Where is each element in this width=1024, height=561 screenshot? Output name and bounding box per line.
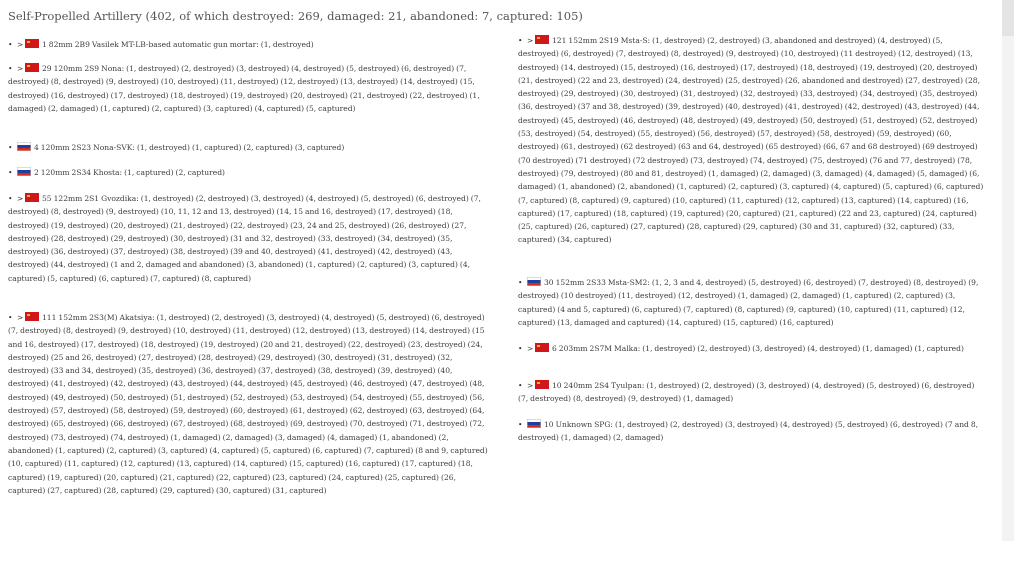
bullet: • (518, 381, 523, 390)
list-item (518, 34, 984, 247)
bullet: • (8, 168, 13, 177)
equipment-entry: 10 Unknown SPG: (1, destroyed) (2, destroyed) (3, destroyed) (4, destroyed) (5, destroyed) (6, destroyed) (7 and 8, destroyed) (1, damaged) (2, damaged) (518, 420, 979, 443)
bullet: • (8, 313, 13, 322)
list-item (8, 192, 488, 285)
list-item (8, 166, 488, 179)
scrollbar-thumb[interactable] (1002, 0, 1014, 36)
bullet: • (8, 64, 13, 73)
list-item (518, 276, 984, 329)
bullet: • (8, 143, 13, 152)
ussr-flag-icon (535, 343, 549, 352)
equipment-entry: 29 120mm 2S9 Nona: (1, destroyed) (2, destroyed) (3, destroyed) (4, destroyed) (5, destroyed) (6, destroyed) (7, destroyed) (8, destroyed) (9, destroyed) (10, destroyed) (11, destroyed) (12, destroyed) (13, destroyed) (14, destroyed) (15, destroyed) (16, destroyed) (17, destroyed) (18, destroyed) (19, destroyed) (20, destroyed) (21, destroyed) (22, destroyed) (1, damaged) (2, damaged) (1, captured) (2, captured) (3, captured) (4, captured) (5, captured) (8, 64, 480, 113)
bullet: • (518, 36, 523, 45)
bullet: • (8, 194, 13, 203)
equipment-entry: 6 203mm 2S7M Malka: (1, destroyed) (2, destroyed) (3, destroyed) (4, destroyed) (1, damaged) (1, captured) (552, 344, 964, 353)
equipment-entry: 111 152mm 2S3(M) Akatsiya: (1, destroyed) (2, destroyed) (3, destroyed) (4, destroyed) (5, destroyed) (6, destroyed) (7, destroyed) (8, destroyed) (9, destroyed) (10, destroyed) (11, destroyed) (12, destroyed) (13, destroyed) (14, destroyed) (15 and 16, destroyed) (17, destroyed) (18, destroyed) (19, destroyed) (20 and 21, destroyed) (22, destroyed) (23, destroyed) (24, destroyed) (25 and 26, destroyed) (27, destroyed) (28, destroyed) (29, destroyed) (30, destroyed) (31, destroyed) (32, destroyed) (33 and 34, destroyed) (35, destroyed) (36, destroyed) (37, destroyed) (38, destroyed) (39, destroyed) (40, destroyed) (41, destroyed) (42, destroyed) (43, destroyed) (44, destroyed) (45, destroyed) (46, destroyed) (47, destroyed) (48, destroyed) (49, destroyed) (50, destroyed) (51, destroyed) (52, destroyed) (53, destroyed) (54, destroyed) (55, destroyed) (56, destroyed) (57, destroyed) (58, destroyed) (59, destroyed) (60, destroyed) (61, destroyed) (62, destroyed) (63, destroyed) (64, destroyed) (65, destroyed) (66, destroyed) (67, destroyed) (68, destroyed) (69, destroyed) (70, destroyed) (71, destroyed) (72, destroyed) (73, destroyed) (74, destroyed) (1, damaged) (2, damaged) (3, damaged) (4, damaged) (1, abandoned) (2, abandoned) (1, captured) (2, captured) (3, captured) (4, captured) (5, captured) (6, captured) (7, captured) (8 and 9, captured) (10, captured) (11, captured) (12, captured) (13, captured) (14, captured) (15, captured) (16, captured) (17, captured) (18, captured) (19, captured) (20, captured) (21, captured) (22, captured) (23, captured) (24, captured) (25, captured) (26, captured) (27, captured) (28, captured) (29, captured) (30, captured) (31, captured) (8, 313, 488, 495)
expand-chevron-icon[interactable]: > (527, 381, 534, 390)
equipment-entry: 55 122mm 2S1 Gvozdika: (1, destroyed) (2, destroyed) (3, destroyed) (4, destroyed) (5, destroyed) (6, destroyed) (7, destroyed) (8, destroyed) (9, destroyed) (10, 11, 12 and 13, destroyed) (14, 15 and 16, destroyed) (17, destroyed) (18, destroyed) (19, destroyed) (20, destroyed) (21, destroyed) (22, destroyed) (23, 24 and 25, destroyed) (26, destroyed) (27, destroyed) (28, destroyed) (29, destroyed) (30, destroyed) (31 and 32, destroyed) (33, destroyed) (34, destroyed) (35, destroyed) (36, destroyed) (37, destroyed) (38, destroyed) (39 and 40, destroyed) (41, destroyed) (42, destroyed) (43, destroyed) (44, destroyed) (1 and 2, damaged and abandoned) (3, abandoned) (1, captured) (2, captured) (3, captured) (4, captured) (5, captured) (6, captured) (7, captured) (8, captured) (8, 194, 481, 283)
equipment-entry: 10 240mm 2S4 Tyulpan: (1, destroyed) (2, destroyed) (3, destroyed) (4, destroyed) (5, destroyed) (6, destroyed) (7, destroyed) (8, destroyed) (9, destroyed) (1, damaged) (518, 381, 975, 404)
expand-chevron-icon[interactable]: > (17, 64, 24, 73)
expand-chevron-icon[interactable]: > (527, 344, 534, 353)
list-item (518, 418, 984, 445)
equipment-entry: 1 82mm 2B9 Vasilek MT-LB-based automatic gun mortar: (1, destroyed) (42, 40, 314, 49)
bullet: • (8, 40, 13, 49)
list-item (8, 311, 488, 497)
list-item (518, 379, 984, 406)
list-item (8, 62, 488, 115)
russia-flag-icon (17, 142, 31, 151)
equipment-entry: 2 120mm 2S34 Khosta: (1, captured) (2, captured) (34, 168, 225, 177)
bullet: • (518, 278, 523, 287)
vertical-scrollbar[interactable] (1002, 0, 1014, 541)
section-heading: Self-Propelled Artillery (402, of which destroyed: 269, damaged: 21, abandoned: 7, captured: 105) (8, 9, 583, 23)
equipment-entry: 30 152mm 2S33 Msta-SM2: (1, 2, 3 and 4, destroyed) (5, destroyed) (6, destroyed) (7, destroyed) (8, destroyed) (9, destroyed) (10 destroyed) (11, destroyed) (12, destroyed) (1, damaged) (2, damaged) (1, captured) (2, captured) (3, captured) (4 and 5, captured) (6, captured) (7, captured) (8, captured) (9, captured) (10, captured) (11, captured) (12, captured) (13, damaged and captured) (14, captured) (15, captured) (16, captured) (518, 278, 979, 327)
expand-chevron-icon[interactable]: > (17, 40, 24, 49)
list-item (518, 342, 984, 355)
bullet: • (518, 344, 523, 353)
russia-flag-icon (17, 167, 31, 176)
equipment-entry: 121 152mm 2S19 Msta-S: (1, destroyed) (2, destroyed) (3, abandoned and destroyed) (4, destroyed) (5, destroyed) (6, destroyed) (7, destroyed) (8, destroyed) (9, destroyed) (10, destroyed) (11 destroyed) (12, destroyed) (13, destroyed) (14, destroyed) (15, destroyed) (16, destroyed) (17, destroyed) (18, destroyed) (19, destroyed) (20, destroyed) (21, destroyed) (22 and 23, destroyed) (24, destroyed) (25, destroyed) (26, abandoned and destroyed) (27, destroyed) (28, destroyed) (29, destroyed) (30, destroyed) (31, destroyed) (32, destroyed) (33, destroyed) (34, destroyed) (35, destroyed) (36, destroyed) (37 and 38, destroyed) (39, destroyed) (40, destroyed) (41, destroyed) (42, destroyed) (43, destroyed) (44, destroyed) (45, destroyed) (46, destroyed) (48, destroyed) (49, destroyed) (50, destroyed) (51, destroyed) (52, destroyed) (53, destroyed) (54, destroyed) (55, destroyed) (56, destroyed) (57, destroyed) (58, destroyed) (59, destroyed) (60, destroyed) (61, destroyed) (62 destroyed) (63 and 64, destroyed) (65 destroyed) (66, 67 and 68 destroyed) (69 destroyed) (70 destroyed) (71 destroyed) (72 destroyed) (73, destroyed) (74, destroyed) (75, destroyed) (76 and 77, destroyed) (78, destroyed) (79, destroyed) (80 and 81, destroyed) (1, damaged) (2, damaged) (3, damaged) (4, damaged) (5, damaged) (6, damaged) (1, abandoned) (2, abandoned) (1, captured) (2, captured) (3, captured) (4, captured) (5, captured) (6, captured) (7, captured) (8, captured) (9, captured) (10, captured) (11, captured) (12, captured) (13, captured) (14, captured) (16, captured) (17, captured) (18, captured) (19, captured) (20, captured) (21, captured) (22 and 23, captured) (24, captured) (25, captured) (26, captured) (27, captured) (28, captured) (29, captured) (30 and 31, captured) (32, captured) (33, captured) (34, captured) (518, 36, 984, 245)
list-item (8, 38, 488, 51)
expand-chevron-icon[interactable]: > (17, 194, 24, 203)
ussr-flag-icon (535, 380, 549, 389)
expand-chevron-icon[interactable]: > (527, 36, 534, 45)
russia-flag-icon (527, 277, 541, 286)
list-item (8, 141, 488, 154)
ussr-flag-icon (25, 63, 39, 72)
ussr-flag-icon (25, 312, 39, 321)
bullet: • (518, 420, 523, 429)
ussr-flag-icon (535, 35, 549, 44)
expand-chevron-icon[interactable]: > (17, 313, 24, 322)
russia-flag-icon (527, 419, 541, 428)
ussr-flag-icon (25, 39, 39, 48)
ussr-flag-icon (25, 193, 39, 202)
equipment-entry: 4 120mm 2S23 Nona-SVK: (1, destroyed) (1, captured) (2, captured) (3, captured) (34, 143, 345, 152)
